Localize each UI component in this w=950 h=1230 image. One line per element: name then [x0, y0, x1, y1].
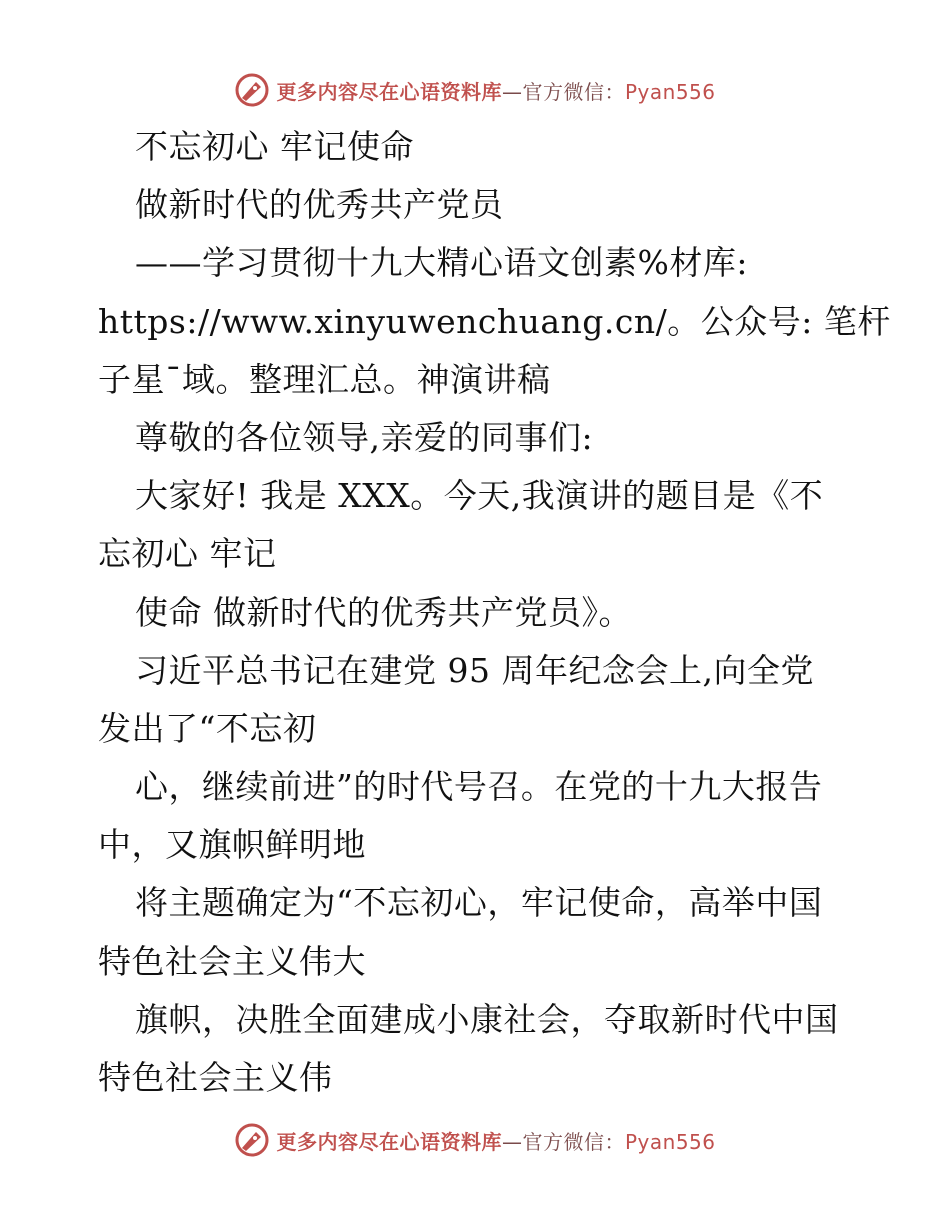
- text-line: 中，又旗帜鲜明地: [98, 825, 366, 865]
- text-line: 不忘初心 牢记使命: [135, 127, 414, 166]
- text-line: 做新时代的优秀共产党员: [135, 185, 504, 225]
- text-line: 特色社会主义伟大: [98, 941, 366, 981]
- text-line: 发出了“不忘初: [98, 708, 317, 748]
- text-line: 尊敬的各位领导,亲爱的同事们:: [135, 417, 594, 457]
- text-line: ——学习贯彻十九大精心语文创素%材库:: [135, 243, 748, 283]
- pen-nib-logo-icon: [234, 1122, 270, 1158]
- text-line: 大家好! 我是 XXX。今天,我演讲的题目是《不: [135, 476, 824, 516]
- watermark-wechat-label: 官方微信：: [522, 1129, 625, 1154]
- watermark-wechat-id: Pyan556: [624, 1129, 716, 1154]
- text-line: 子星¯域。整理汇总。神演讲稿: [98, 359, 551, 399]
- watermark-text: [276, 76, 715, 105]
- text-line: 将主题确定为“不忘初心，牢记使命，高举中国: [135, 883, 823, 923]
- watermark-text: [276, 1126, 715, 1155]
- document-body: [98, 118, 891, 1107]
- watermark-wechat-label: 官方微信：: [522, 79, 625, 104]
- watermark-wechat-id: Pyan556: [624, 79, 716, 104]
- text-line: 使命 做新时代的优秀共产党员》。: [135, 592, 632, 632]
- watermark-dash: —: [501, 1129, 523, 1154]
- text-line: 心，继续前进”的时代号召。在党的十九大报告: [135, 767, 823, 807]
- pen-nib-logo-icon: [234, 72, 270, 108]
- watermark-dash: —: [501, 79, 523, 104]
- text-line: 习近平总书记在建党 95 周年纪念会上,向全党: [135, 650, 814, 690]
- footer-watermark: [0, 1118, 950, 1162]
- text-line: 旗帜，决胜全面建成小康社会，夺取新时代中国: [135, 999, 839, 1039]
- watermark-site: 更多内容尽在心语资料库: [276, 79, 502, 104]
- header-watermark: [0, 68, 950, 112]
- text-line: 特色社会主义伟: [98, 1058, 333, 1097]
- watermark-site: 更多内容尽在心语资料库: [276, 1129, 502, 1154]
- text-line: https://www.xinyuwenchuang.cn/。公众号: 笔杆: [98, 301, 891, 341]
- text-line: 忘初心 牢记: [98, 534, 277, 574]
